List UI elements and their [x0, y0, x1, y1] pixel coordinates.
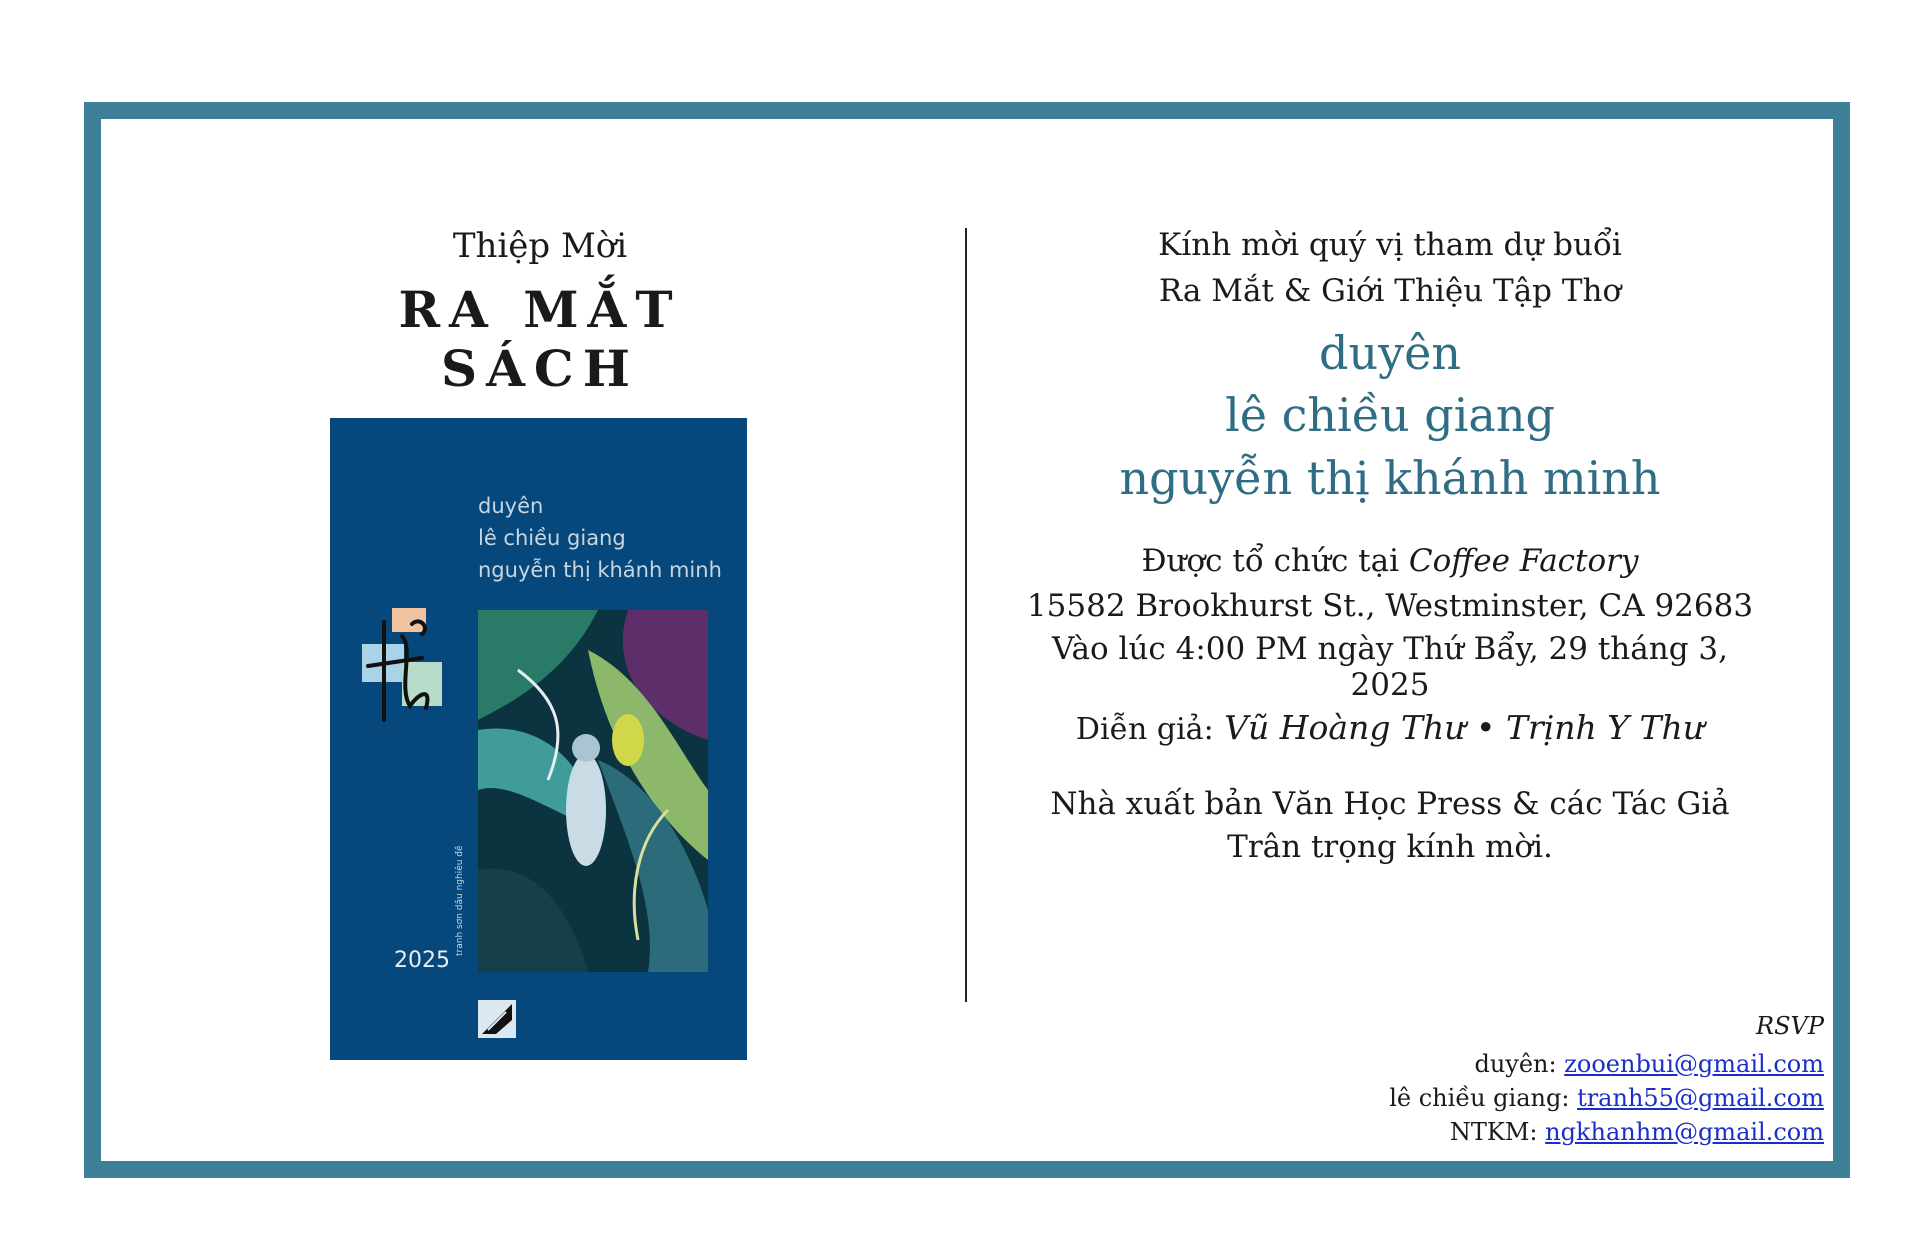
- venue-address: 15582 Brookhurst St., Westminster, CA 92683: [1026, 588, 1754, 624]
- rsvp-contact-name: lê chiều giang:: [1389, 1084, 1570, 1112]
- cover-author-3: nguyễn thị khánh minh: [478, 558, 722, 582]
- rsvp-contact-name: duyên:: [1474, 1050, 1557, 1078]
- cover-tho-calligraphy-icon: [362, 608, 444, 724]
- cover-credit: tranh sơn dầu nghiêu đề: [455, 845, 465, 956]
- cover-author-1: duyên: [478, 494, 544, 518]
- speakers-prefix: Diễn giả:: [1075, 712, 1214, 747]
- closing-line: Trân trọng kính mời.: [1227, 829, 1553, 865]
- rsvp-contact-name: NTKM:: [1449, 1118, 1538, 1146]
- invitation-big-title: RA MẮT SÁCH: [398, 280, 682, 398]
- book-author-1: duyên: [1319, 326, 1461, 380]
- publisher-line: Nhà xuất bản Văn Học Press & các Tác Giả: [1050, 786, 1730, 822]
- rsvp-contact: [1474, 1050, 1824, 1078]
- invitation-small-title: Thiệp Mời: [452, 226, 628, 266]
- rsvp-email-link[interactable]: ngkhanhm@gmail.com: [1545, 1118, 1824, 1146]
- rsvp-label: RSVP: [1756, 1012, 1824, 1040]
- invite-line-1: Kính mời quý vị tham dự buổi: [1158, 227, 1622, 263]
- vertical-divider: [965, 228, 967, 1002]
- cover-painting: [478, 610, 708, 972]
- book-author-3: nguyễn thị khánh minh: [1119, 451, 1661, 505]
- book-author-2: lê chiều giang: [1225, 388, 1555, 442]
- speaker-2: Trịnh Y Thư: [1505, 708, 1705, 747]
- invite-line-2: Ra Mắt & Giới Thiệu Tập Thơ: [1158, 273, 1622, 309]
- cover-year: 2025: [394, 948, 450, 973]
- venue-prefix: Được tổ chức tại: [1141, 543, 1400, 579]
- rsvp-email-link[interactable]: tranh55@gmail.com: [1577, 1084, 1824, 1112]
- cover-author-2: lê chiều giang: [478, 526, 626, 550]
- speaker-separator: •: [1475, 708, 1496, 747]
- rsvp-contact: [1450, 1118, 1824, 1146]
- speakers-line: [1010, 708, 1770, 747]
- venue-name: Coffee Factory: [1408, 543, 1639, 579]
- publisher-logo-icon: [478, 1000, 516, 1038]
- venue-line: [1010, 543, 1770, 579]
- rsvp-contact: [1389, 1084, 1824, 1112]
- book-cover: [330, 418, 747, 1060]
- event-time: Vào lúc 4:00 PM ngày Thứ Bẩy, 29 tháng 3, 2025: [1051, 631, 1728, 703]
- rsvp-email-link[interactable]: zooenbui@gmail.com: [1564, 1050, 1824, 1078]
- speaker-1: Vũ Hoàng Thư: [1224, 708, 1466, 747]
